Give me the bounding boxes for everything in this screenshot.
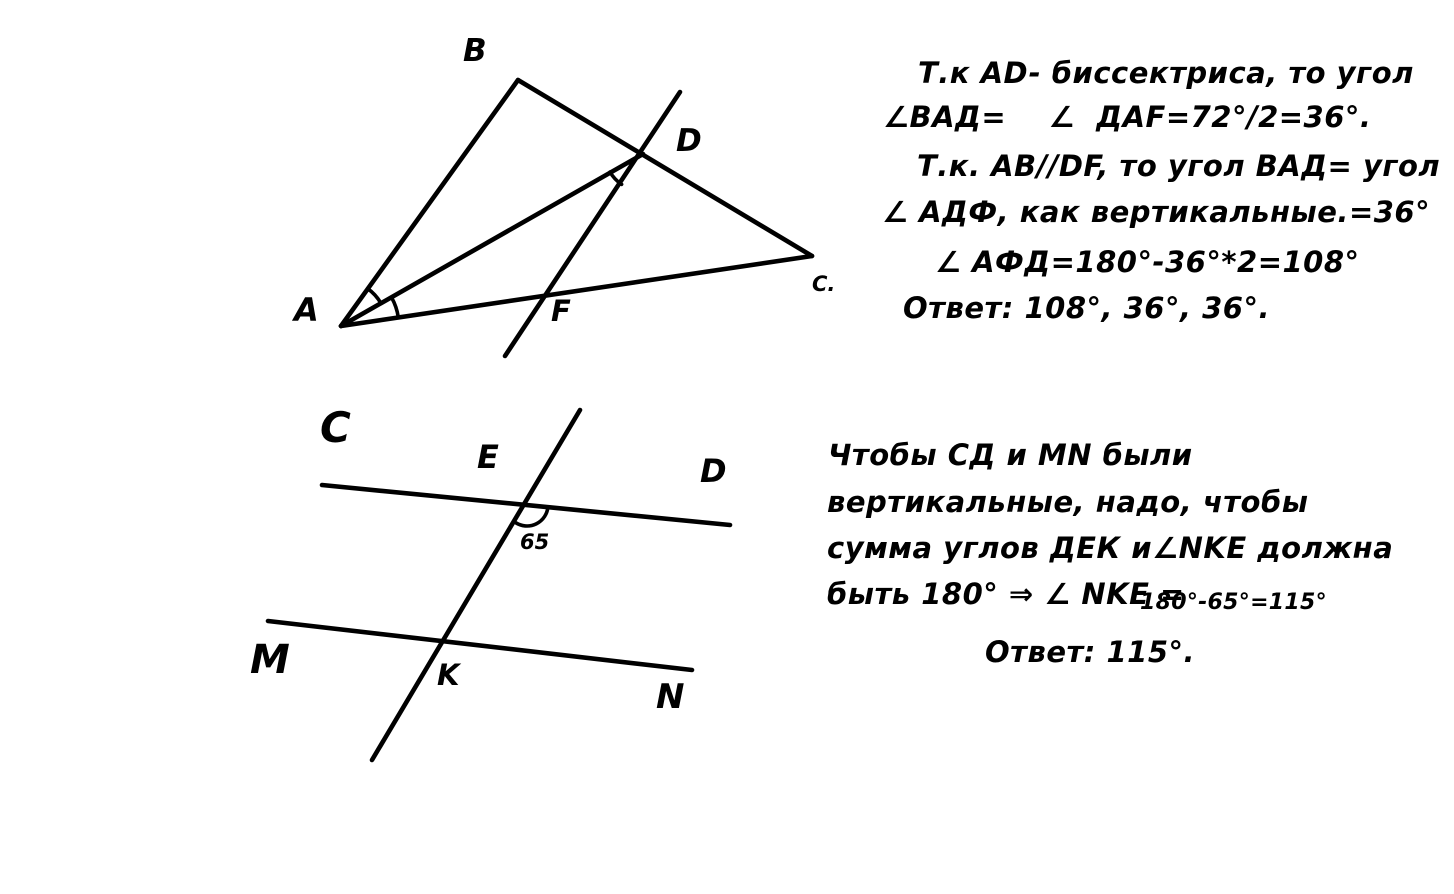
point-label-m: M <box>250 637 290 683</box>
solution-bottom-line-4: быть 180° ⇒ ∠ NKE = <box>827 577 1185 611</box>
solution-bottom-line-2: вертикальные, надо, чтобы <box>827 485 1309 519</box>
solution-bottom-answer: Ответ: 115°. <box>985 635 1196 669</box>
angle-mark-adf <box>610 172 622 184</box>
line-mn <box>268 621 692 670</box>
point-label-c: C. <box>812 272 836 296</box>
solution-bottom-calc: 180°-65°=115° <box>1140 590 1327 615</box>
solution-top-answer: Ответ: 108°, 36°, 36°. <box>903 291 1270 325</box>
solution-top-line-1: Т.к AD- биссектриса, то угол <box>918 56 1414 90</box>
line-ek-transversal <box>372 410 580 760</box>
point-label-e: E <box>477 438 499 476</box>
solution-top-line-4: ∠ АДФ, как вертикальные.=36° <box>882 195 1431 229</box>
point-label-d2: D <box>700 452 727 490</box>
solution-top-line-5: ∠ АФД=180°-36°*2=108° <box>935 245 1360 279</box>
segment-ad-bisector <box>341 154 643 326</box>
point-label-n: N <box>656 677 685 717</box>
point-label-k: K <box>437 658 460 692</box>
point-label-b: B <box>463 33 487 69</box>
segment-ac <box>341 256 812 326</box>
triangle-figure <box>341 80 812 356</box>
solution-top-line-3: Т.к. АВ//DF, то угол ВАД= угол <box>917 149 1441 183</box>
solution-bottom-line-1: Чтобы СД и MN были <box>828 438 1193 472</box>
solution-bottom-line-3: сумма углов ДЕК и∠NKE должна <box>827 531 1394 565</box>
angle-mark-daf <box>392 297 399 317</box>
point-label-f: F <box>551 294 571 328</box>
point-label-d: D <box>676 123 702 159</box>
point-label-a: A <box>294 291 319 329</box>
solution-top-line-2: ∠ВАД= ∠ ДАF=72°/2=36°. <box>883 100 1372 134</box>
angle-mark-bad <box>368 289 381 304</box>
segment-bc <box>518 80 812 256</box>
segment-fd-transversal <box>505 92 680 356</box>
point-label-c2: C <box>320 403 351 452</box>
angle-value-65: 65 <box>520 530 550 554</box>
